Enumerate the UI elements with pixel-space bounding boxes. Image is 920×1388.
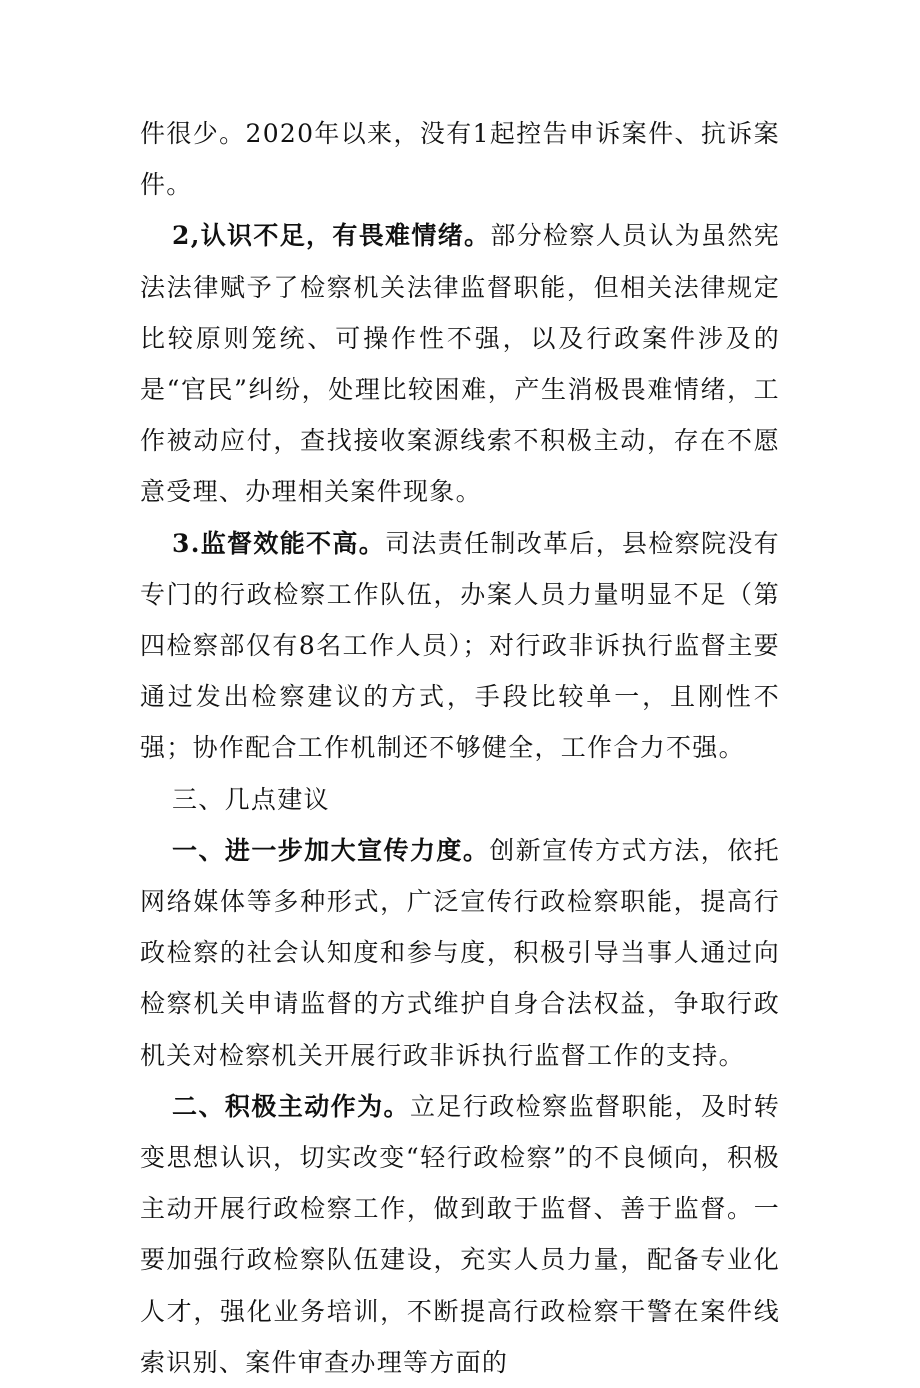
paragraph-text: 立足行政检察监督职能，及时转变思想认识，切实改变“轻行政检察”的不良倾向，积极主动开展行政检察工作，做到敢于监督、善于监督。一要加强行政检察队伍建设，充实人员力量，配备专业化人才，强化业务培训，不断提高行政检察干警在案件线索识别、案件审查办理等方面的 [140,1091,780,1377]
section-title: 三、几点建议 [172,784,330,814]
paragraph-text: 创新宣传方式方法，依托网络媒体等多种形式，广泛宣传行政检察职能，提高行政检察的社会认知度和参与度，积极引导当事人通过向检察机关申请监督的方式维护自身合法权益，争取行政机关对检察机关开展行政非诉执行监督工作的支持。 [140,835,780,1070]
document-page [140,108,780,1388]
section-heading [140,774,780,825]
paragraph-text: 司法责任制改革后，县检察院没有专门的行政检察工作队伍，办案人员力量明显不足（第四检察部仅有8名工作人员）；对行政非诉执行监督主要通过发出检察建议的方式，手段比较单一，且刚性不强；协作配合工作机制还不够健全，工作合力不强。 [140,528,780,763]
paragraph-text: 部分检察人员认为虽然宪法法律赋予了检察机关法律监督职能，但相关法律规定比较原则笼统、可操作性不强，以及行政案件涉及的是“官民”纠纷，处理比较困难，产生消极畏难情绪，工作被动应付，查找接收案源线索不积极主动，存在不愿意受理、办理相关案件现象。 [140,221,780,507]
paragraph-problem-2 [140,210,780,517]
paragraph-heading: 二、积极主动作为。 [172,1091,410,1121]
paragraph-suggestion-1 [140,825,780,1081]
paragraph-heading: 3.监督效能不高。 [172,528,386,558]
paragraph-heading: 2,认识不足，有畏难情绪。 [172,221,491,251]
paragraph-problem-3 [140,518,780,774]
paragraph-continuation [140,108,780,210]
paragraph-heading: 一、进一步加大宣传力度。 [172,835,490,865]
paragraph-suggestion-2 [140,1081,780,1388]
paragraph-text: 件很少。2020年以来，没有1起控告申诉案件、抗诉案件。 [140,119,780,200]
